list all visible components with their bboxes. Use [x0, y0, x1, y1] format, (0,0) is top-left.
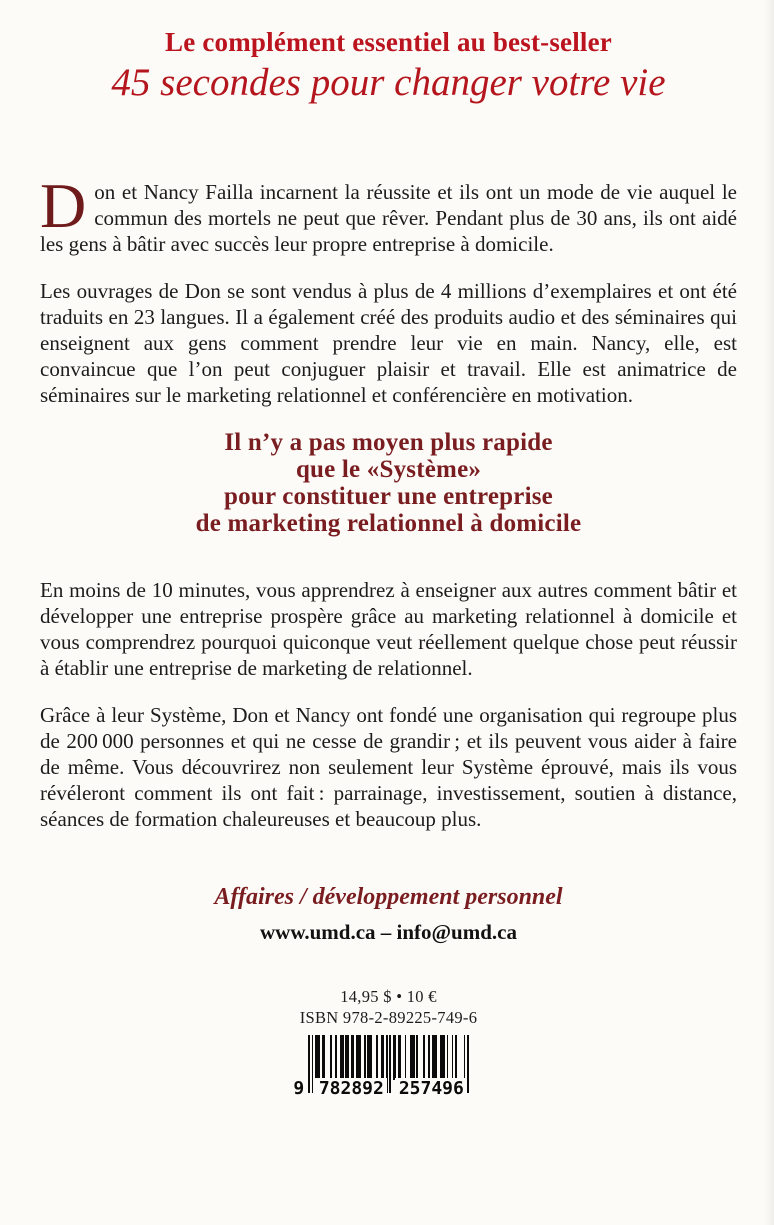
isbn-line: ISBN 978-2-89225-749-6	[299, 1008, 478, 1028]
paragraph-bio-1-text: on et Nancy Failla incarnent la réussite et ils ont un mode de vie auquel le commun des mortels ne peut que rêver. Pendant plus de 30 ans, ils ont aidé les gens à bâtir avec succès leur propre entreprise à domicile.	[40, 180, 737, 257]
callout-line-1: Il n’y a pas moyen plus rapide	[224, 429, 553, 457]
price-line: 14,95 $ • 10 €	[340, 987, 437, 1007]
barcode-area	[40, 1035, 737, 1099]
book-title: 45 secondes pour changer votre vie	[111, 61, 666, 105]
callout-line-3: pour constituer une entreprise	[224, 483, 553, 511]
callout-line-2: que le «Système»	[295, 456, 482, 484]
category-line: Affaires / développement personnel	[214, 884, 563, 911]
paragraph-pitch-2: Grâce à leur Système, Don et Nancy ont fondé une organisation qui regroupe plus de 200 000 personnes et qui ne cesse de grandir ; et ils peuvent vous aider à faire de même. Vous découvrirez non seulement leur Système éprouvé, mais ils vous révéleront comment ils ont fait : parrainage, investissement, soutien à distance, séances de formation chaleureuses et beaucoup plus.	[40, 703, 737, 832]
callout-line-4: de marketing relationnel à domicile	[195, 510, 582, 538]
ean13-barcode	[293, 1035, 468, 1100]
kicker-line: Le complément essentiel au best-seller	[165, 27, 612, 57]
barcode-digits	[293, 1078, 468, 1100]
scan-edge-shadow	[764, 0, 774, 1225]
barcode-digit-group-2: 257496	[395, 1078, 467, 1099]
contact-line: www.umd.ca – info@umd.ca	[260, 920, 517, 945]
paragraph-bio-1	[40, 170, 737, 257]
barcode-digit-group-1: 782892	[315, 1078, 387, 1099]
paragraph-pitch-1: En moins de 10 minutes, vous apprendrez à enseigner aux autres comment bâtir et développer une entreprise prospère grâce au marketing relationnel à domicile et vous comprendrez pourquoi quiconque veut réellement quelque chose peut réussir à établir une entreprise de marketing de relationnel.	[40, 578, 737, 681]
drop-cap: D	[40, 170, 87, 242]
callout-heading	[40, 429, 737, 537]
barcode-digit-first: 9	[293, 1078, 305, 1100]
paragraph-bio-2: Les ouvrages de Don se sont vendus à plus de 4 millions d’exemplaires et ont été traduits en 23 langues. Il a également créé des produits audio et des séminaires qui enseignent aux gens comment prendre leur vie en main. Nancy, elle, est convaincue que l’on peut conjuguer plaisir et travail. Elle est animatrice de séminaires sur le marketing relationnel et conférencière en motivation.	[40, 279, 737, 408]
